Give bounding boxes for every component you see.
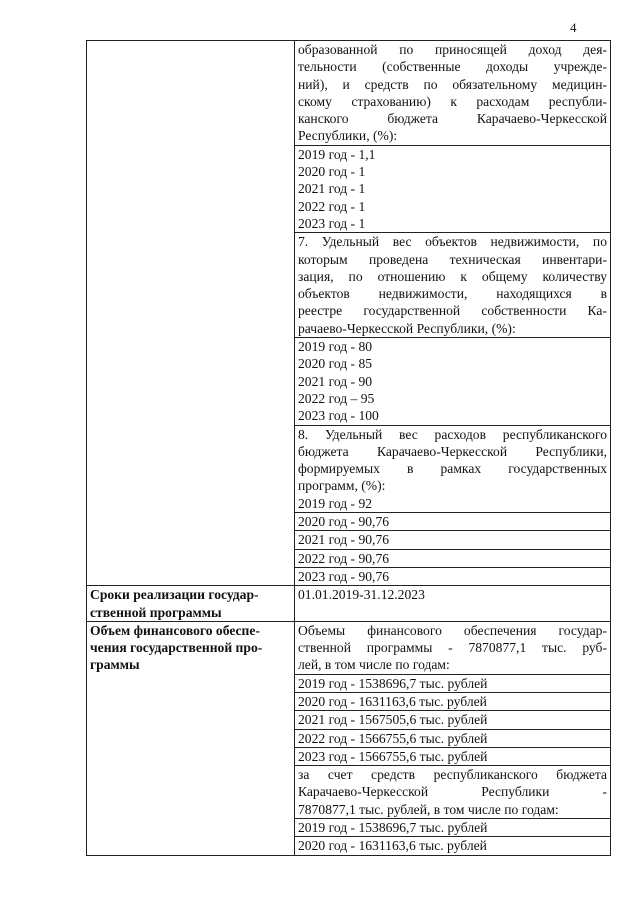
- content-line: 2021 год - 90: [298, 373, 373, 389]
- content-line: 7870877,1 тыс. рублей, в том числе по годам:: [298, 801, 559, 817]
- content-line: образованной по приносящей доход дея-: [298, 42, 607, 57]
- content-line: за счет средств республиканского бюджета: [298, 767, 607, 783]
- content-line: которым проведена техническая инвентари-: [298, 251, 607, 267]
- content-line: 2021 год - 1567505,6 тыс. рублей: [298, 712, 488, 728]
- row-content-cell: [295, 621, 611, 855]
- row-content-cell: [295, 41, 611, 586]
- content-line: формируемых в рамках государственных: [298, 461, 607, 477]
- row-label-cell: [87, 41, 295, 586]
- content-line: 2022 год - 1: [298, 198, 366, 214]
- content-line: 2023 год - 1: [298, 215, 366, 231]
- row-label-line: чения государственной про-: [90, 640, 263, 656]
- row-label-cell: [87, 621, 295, 855]
- table-body: [87, 41, 611, 856]
- content-line: 2023 год - 100: [298, 408, 379, 424]
- content-line: 01.01.2019-31.12.2023: [298, 587, 425, 603]
- content-line: ний), и средств по обязательному медицин-: [298, 76, 607, 92]
- content-line: Объемы финансового обеспечения государ-: [298, 622, 607, 638]
- content-line: канского бюджета Карачаево-Черкесской: [298, 111, 607, 127]
- content-line: Республики, (%):: [298, 128, 398, 144]
- content-line: 2019 год - 92: [298, 495, 373, 511]
- content-line: зация, по отношению к общему количеству: [298, 268, 607, 284]
- content-line: объектов недвижимости, находящихся в: [298, 286, 607, 302]
- content-line: 2023 год - 90,76: [298, 568, 390, 584]
- content-line: ственной программы - 7870877,1 тыс. руб-: [298, 640, 607, 656]
- row-label-line: Сроки реализации государ-: [90, 587, 259, 603]
- table-row: [87, 586, 611, 622]
- content-line: рачаево-Черкесской Республики, (%):: [298, 320, 516, 336]
- content-line: 2023 год - 1566755,6 тыс. рублей: [298, 748, 488, 764]
- table-row: [87, 41, 611, 586]
- content-line: 2020 год - 90,76: [298, 514, 390, 530]
- content-line: 2019 год - 80: [298, 339, 373, 355]
- content-line: 2020 год - 85: [298, 356, 373, 372]
- content-line: 2021 год - 1: [298, 181, 366, 197]
- content-line: 2019 год - 1538696,7 тыс. рублей: [298, 675, 488, 691]
- content-line: 2020 год - 1631163,6 тыс. рублей: [298, 838, 487, 854]
- content-line: 2020 год - 1631163,6 тыс. рублей: [298, 693, 487, 709]
- content-line: 2022 год - 90,76: [298, 550, 390, 566]
- page-number: 4: [570, 20, 577, 35]
- content-line: 2020 год - 1: [298, 164, 366, 180]
- content-line: бюджета Карачаево-Черкесской Республики,: [298, 443, 607, 459]
- content-line: 2019 год - 1,1: [298, 146, 376, 162]
- content-line: 8. Удельный вес расходов республиканского: [298, 426, 607, 442]
- row-label-line: Объем финансового обеспе-: [90, 622, 260, 638]
- row-label-cell: [87, 586, 295, 622]
- content-line: 7. Удельный вес объектов недвижимости, по: [298, 234, 607, 250]
- content-line: реестре государственной собственности Ка-: [298, 303, 607, 319]
- content-line: тельности (собственные доходы учрежде-: [298, 59, 607, 75]
- content-line: скому страхованию) к расходам республи-: [298, 93, 607, 109]
- content-line: 2022 год – 95: [298, 390, 375, 406]
- content-line: 2021 год - 90,76: [298, 532, 390, 548]
- content-line: программ, (%):: [298, 478, 386, 494]
- row-content-cell: [295, 586, 611, 622]
- table-row: [87, 621, 611, 855]
- content-line: 2022 год - 1566755,6 тыс. рублей: [298, 730, 488, 746]
- content-line: 2019 год - 1538696,7 тыс. рублей: [298, 820, 488, 836]
- program-passport-table: [86, 40, 611, 856]
- row-label-line: граммы: [90, 657, 140, 673]
- content-line: лей, в том числе по годам:: [298, 657, 450, 673]
- content-line: Карачаево-Черкесской Республики -: [298, 784, 607, 800]
- row-label-line: ственной программы: [90, 604, 222, 620]
